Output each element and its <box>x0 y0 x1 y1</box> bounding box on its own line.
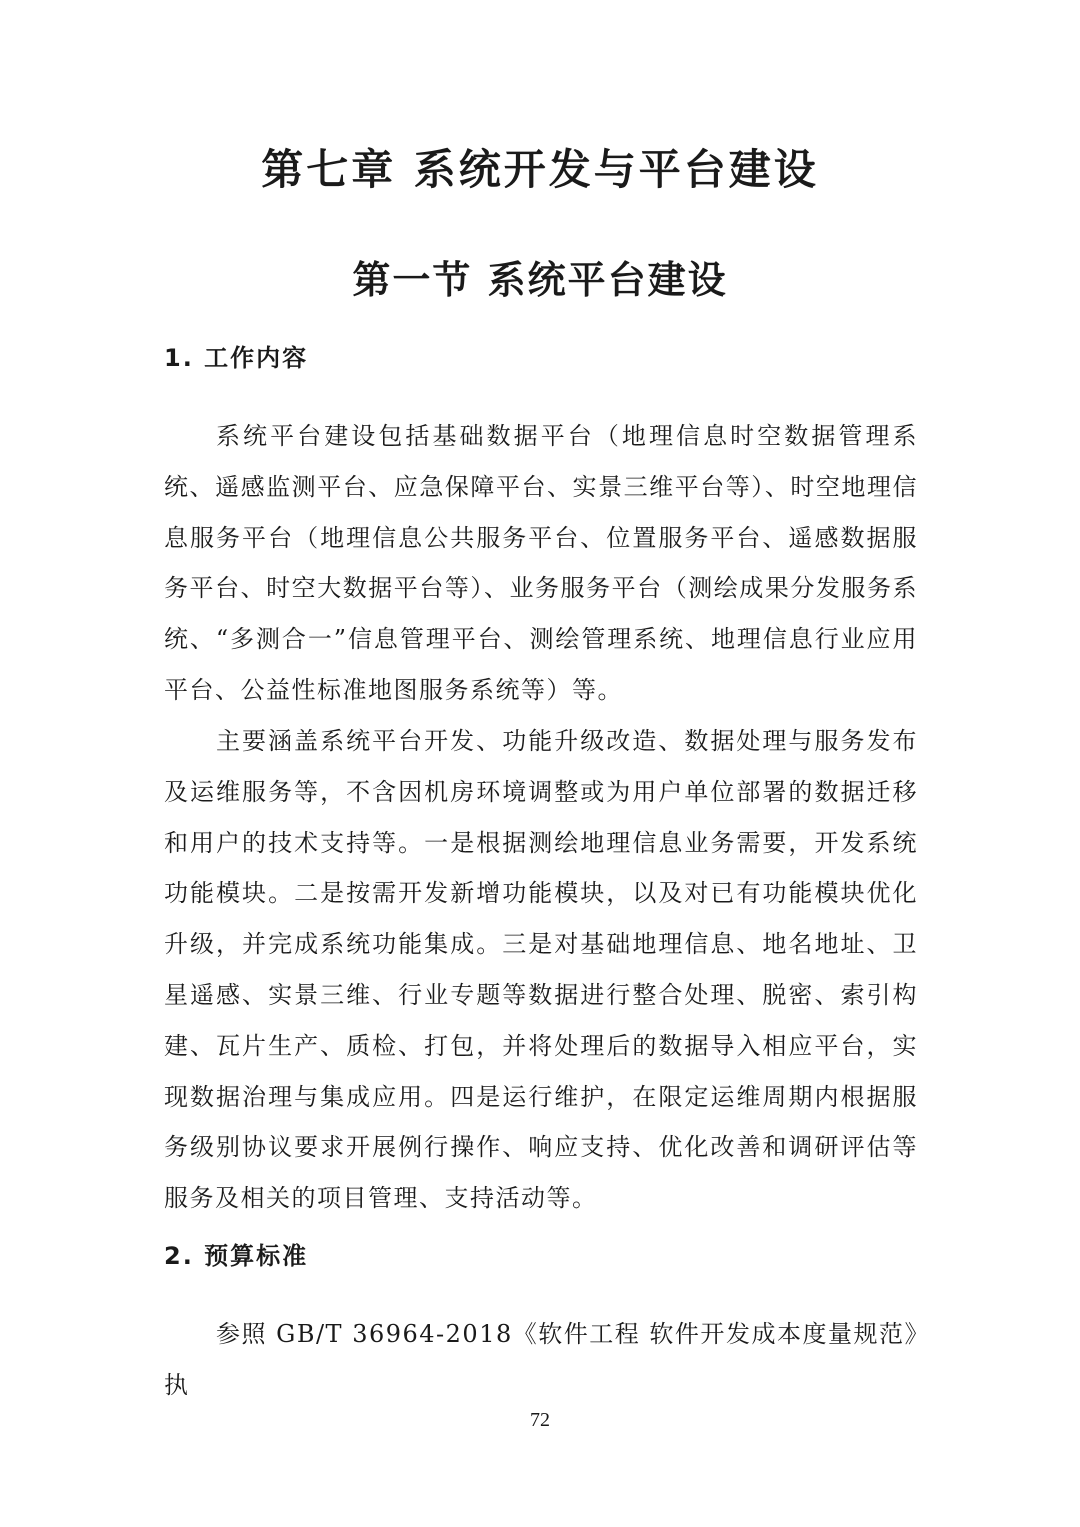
page-number: 72 <box>530 1409 550 1431</box>
chapter-title: 第七章 系统开发与平台建设 <box>261 145 819 194</box>
paragraph-budget-reference: 参照 GB/T 36964-2018《软件工程 软件开发成本度量规范》执 <box>164 1320 918 1399</box>
paragraph-coverage: 主要涵盖系统平台开发、功能升级改造、数据处理与服务发布及运维服务等，不含因机房环境调整或为用户单位部署的数据迁移和用户的技术支持等。一是根据测绘地理信息业务需要，开发系统功能模块。二是按需开发新增功能模块，以及对已有功能模块优化升级，并完成系统功能集成。三是对基础地理信息、地名地址、卫星遥感、实景三维、行业专题等数据进行整合处理、脱密、索引构建、瓦片生产、质检、打包，并将处理后的数据导入相应平台，实现数据治理与集成应用。四是运行维护，在限定运维周期内根据服务级别协议要求开展例行操作、响应支持、优化改善和调研评估等服务及相关的项目管理、支持活动等。 <box>164 727 918 1213</box>
section-title: 第一节 系统平台建设 <box>352 258 728 302</box>
heading-budget-standard: 2. 预算标准 <box>164 1242 309 1270</box>
heading-work-content: 1. 工作内容 <box>164 344 309 372</box>
paragraph-platform-scope: 系统平台建设包括基础数据平台（地理信息时空数据管理系统、遥感监测平台、应急保障平台、实景三维平台等）、时空地理信息服务平台（地理信息公共服务平台、位置服务平台、遥感数据服务平台、时空大数据平台等）、业务服务平台（测绘成果分发服务系统、“多测合一”信息管理平台、测绘管理系统、地理信息行业应用平台、公益性标准地图服务系统等）等。 <box>164 422 918 704</box>
